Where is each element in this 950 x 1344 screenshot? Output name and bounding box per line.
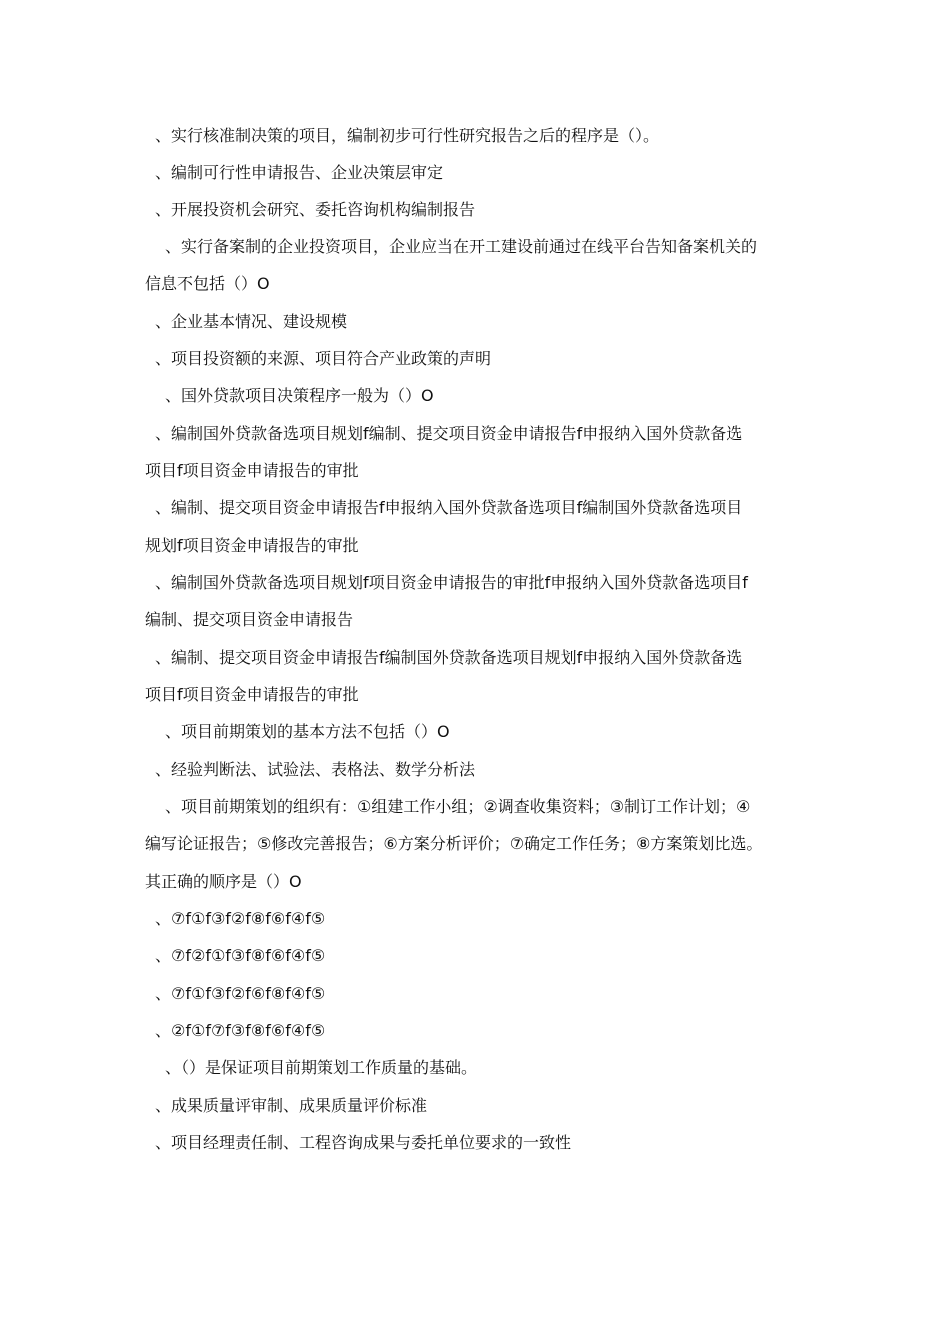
text-line: 、②f①f⑦f③f⑧f⑥f④f⑤: [155, 1021, 326, 1040]
text-line: 、实行备案制的企业投资项目，企业应当在开工建设前通过在线平台告知备案机关的: [165, 237, 758, 256]
text-line: 编制、提交项目资金申请报告: [145, 610, 354, 629]
text-line: 项目f项目资金申请报告的审批: [145, 461, 359, 480]
text-line: 、编制国外贷款备选项目规划f项目资金申请报告的审批f申报纳入国外贷款备选项目f: [155, 573, 748, 592]
text-line: 、⑦f②f①f③f⑧f⑥f④f⑤: [155, 946, 326, 965]
text-line: 、实行核准制决策的项目，编制初步可行性研究报告之后的程序是（）。: [155, 126, 660, 145]
text-line: 、项目前期策划的基本方法不包括（）O: [165, 722, 450, 741]
text-line: 、编制国外贷款备选项目规划f编制、提交项目资金申请报告f申报纳入国外贷款备选: [155, 424, 743, 443]
text-line: 、编制、提交项目资金申请报告f申报纳入国外贷款备选项目f编制国外贷款备选项目: [155, 498, 743, 517]
text-line: 、编制、提交项目资金申请报告f编制国外贷款备选项目规划f申报纳入国外贷款备选: [155, 648, 743, 667]
text-line: 规划f项目资金申请报告的审批: [145, 536, 359, 555]
text-line: 、项目经理责任制、工程咨询成果与委托单位要求的一致性: [155, 1133, 572, 1152]
text-line: 、成果质量评审制、成果质量评价标准: [155, 1096, 428, 1115]
text-line: 、项目前期策划的组织有：①组建工作小组；②调查收集资料；③制订工作计划；④: [165, 797, 751, 816]
text-line: 、经验判断法、试验法、表格法、数学分析法: [155, 760, 476, 779]
text-line: 其正确的顺序是（）O: [145, 872, 302, 891]
text-line: 、项目投资额的来源、项目符合产业政策的声明: [155, 349, 492, 368]
text-line: 项目f项目资金申请报告的审批: [145, 685, 359, 704]
text-line: 、国外贷款项目决策程序一般为（）O: [165, 386, 434, 405]
text-line: 、⑦f①f③f②f⑥f⑧f④f⑤: [155, 984, 326, 1003]
text-line: 编写论证报告；⑤修改完善报告；⑥方案分析评价；⑦确定工作任务；⑧方案策划比选。: [145, 834, 763, 853]
text-line: 、开展投资机会研究、委托咨询机构编制报告: [155, 200, 476, 219]
text-line: 、⑦f①f③f②f⑧f⑥f④f⑤: [155, 909, 326, 928]
text-line: 信息不包括（）O: [145, 274, 270, 293]
text-line: 、企业基本情况、建设规模: [155, 312, 348, 331]
text-line: 、（）是保证项目前期策划工作质量的基础。: [165, 1058, 478, 1077]
text-line: 、编制可行性申请报告、企业决策层审定: [155, 163, 444, 182]
